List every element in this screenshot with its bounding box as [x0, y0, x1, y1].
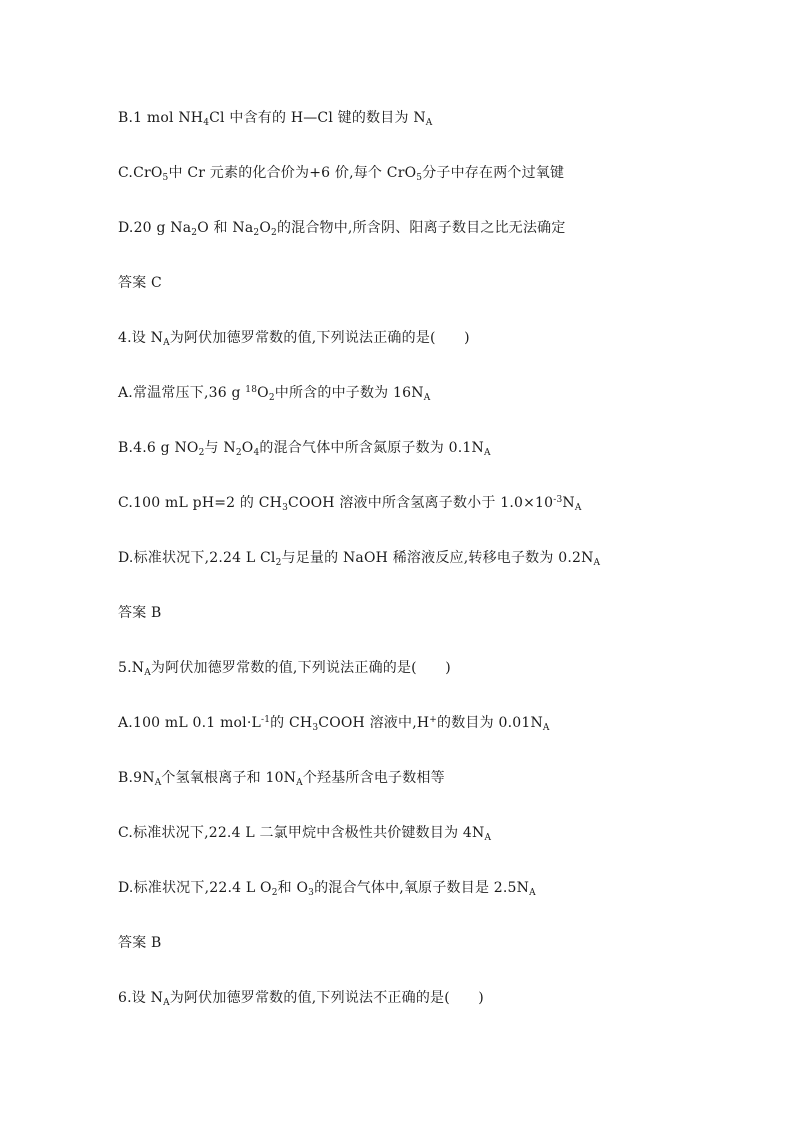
q4-option-c: C.100 mL pH=2 的 $CH_3COOH$ 溶液中所含氢离子数小于 $1.0\times 10^{-3}N_A$	[118, 495, 582, 513]
q4-stem: 4.设 $N_A$为阿伏加德罗常数的值,下列说法正确的是( )	[118, 330, 470, 348]
q4-answer: 答案 B	[118, 605, 162, 621]
q4-option-a: A.常温常压下,36 g $^{18}O_2$中所含的中子数为 $16N_A$	[118, 385, 431, 403]
q6-stem: 6.设 $N_A$为阿伏加德罗常数的值,下列说法不正确的是( )	[118, 990, 484, 1008]
q3-answer: 答案 C	[118, 275, 162, 291]
q5-stem: $5.N_A$为阿伏加德罗常数的值,下列说法正确的是( )	[118, 660, 451, 678]
q5-option-d: D.标准状况下,22.4 L $O_2$和 $O_3$的混合气体中,氧原子数目是 $2.5N_A$	[118, 880, 536, 898]
q3-option-c: C.CrO$_5$中 Cr 元素的化合价为+6 价,每个 CrO$_5$分子中存在两个过氧键	[118, 165, 565, 183]
q3-option-d: D.20 g $Na_2O$ 和 $Na_2O_2$的混合物中,所含阴、阳离子数目之比无法确定	[118, 220, 566, 238]
q5-answer: 答案 B	[118, 935, 162, 951]
q5-option-a: A.100 mL 0.1 $mol\cdot L^{-1}$的 $CH_3COOH$ 溶液中,H+的数目为 $0.01N_A$	[118, 715, 550, 733]
q4-option-b: B.4.6 g $NO_2$与 $N_2O_4$的混合气体中所含氮原子数为 $0.1N_A$	[118, 440, 491, 458]
q4-option-d: D.标准状况下,2.24 L $Cl_2$与足量的 NaOH 稀溶液反应,转移电子数为 $0.2N_A$	[118, 550, 601, 568]
q3-option-b: B.1 mol $NH_4Cl$ 中含有的 H—Cl 键的数目为 $N_A$	[118, 110, 433, 128]
q5-option-b: $B.9N_A$个氢氧根离子和 $10N_A$个羟基所含电子数相等	[118, 770, 445, 788]
q5-option-c: C.标准状况下,22.4 L 二氯甲烷中含极性共价键数目为 $4N_A$	[118, 825, 492, 843]
